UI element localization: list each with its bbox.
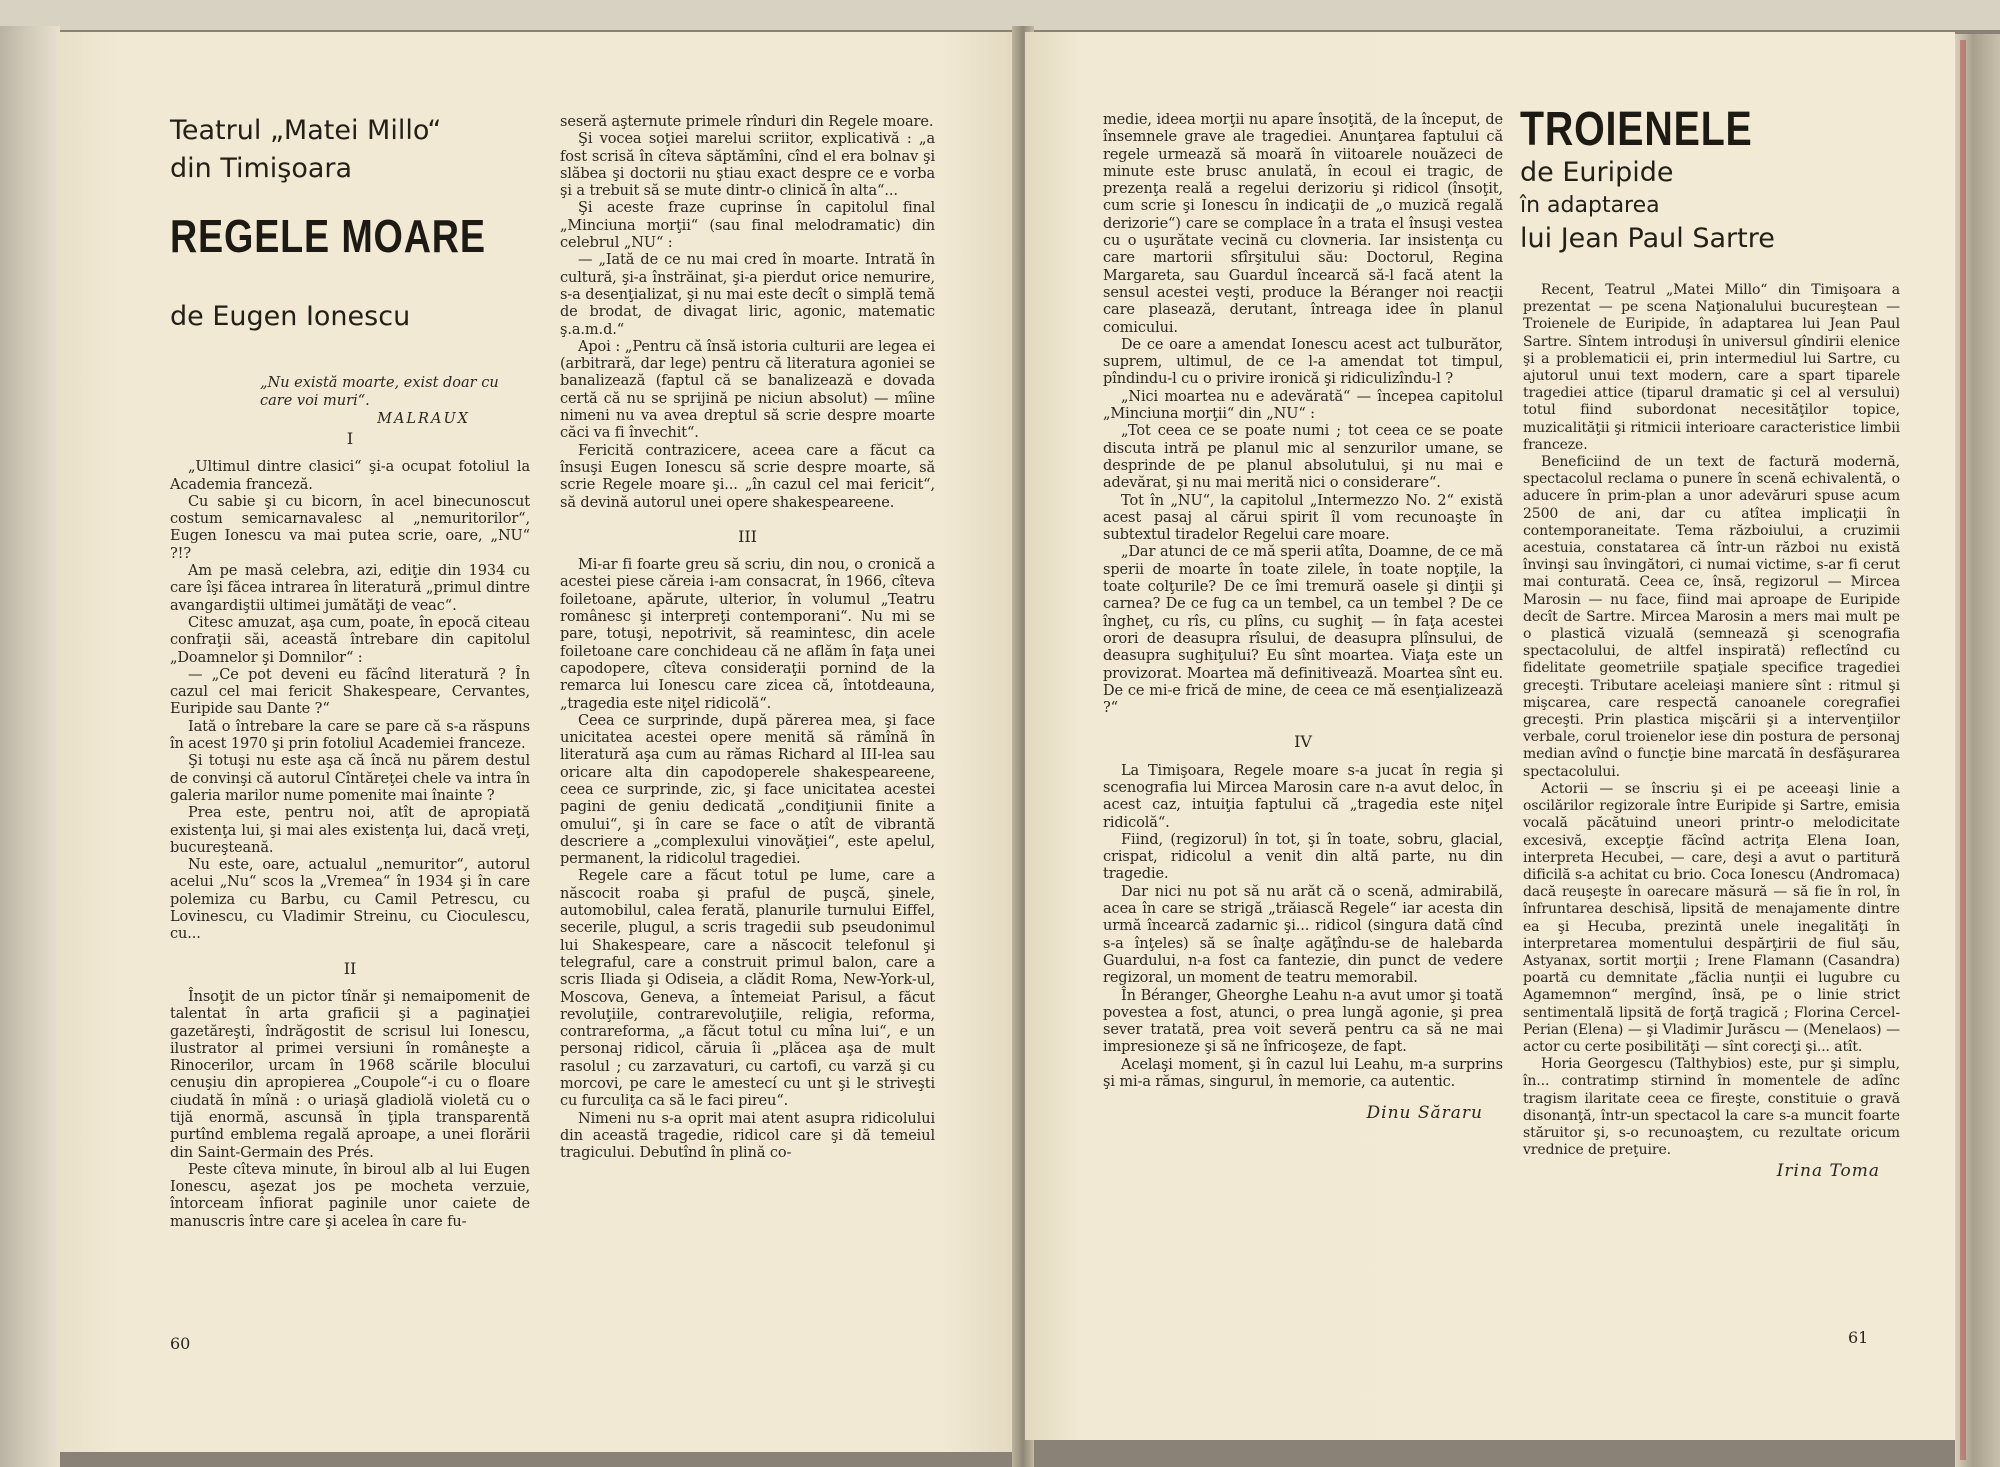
- paragraph: Recent, Teatrul „Matei Millo“ din Timişoara a prezentat — pe scena Naţionalului bucureştean — Troienele de Euripide, în adaptarea lui Jean Paul Sartre. Sîntem introduşi în universul gîndirii elenice şi a problematicii ei, prin intermediul lui Sartre, cu ajutorul unui text modern, care a spart tiparele tragediei attice (tiparul dramatic şi cel al versului) totul fiind subordonat necesităţilor topice, muzicalităţii şi ritmicii interioare caracteristice limbii franceze.: [1523, 282, 1900, 453]
- paragraph: Beneficiind de un text de factură modernă, spectacolul reclama o punere în scenă echivalentă, o aducere în prim-plan a unor adevăruri spuse acum 2500 de ani, dar cu atîtea implicaţii în contemporaneitate. Tema războiului, a cruzimii acestuia, constatarea că într-un război nu există învinşi sau învingători, ci numai victime, s-ar fi cerut mai conturată. Ceea ce, însă, regizorul — Mircea Marosin — nu face, fiind mai aproape de Euripide decît de Sartre. Mircea Marosin a mers mai mult pe o plastică vizuală (semnează şi scenografia spectacolului, de altfel inspirată) reflectînd cu fidelitate geometriile spaţiale specifice tragediei greceşti. Tributare aceleiaşi maniere sînt : ritmul şi mişcarea, care respectă canoanele coregrafiei greceşti. Prin plastica mişcării şi a intervenţiilor verbale, corul troienelor iese din postura de personaj median avînd o funcţie bine marcată în desfăşurarea spectacolului.: [1523, 454, 1900, 780]
- right-column-2: [1523, 282, 1900, 1181]
- right-header: [1495, 104, 1895, 256]
- book-bookmark-edge: [1960, 40, 1966, 1460]
- paragraph: Apoi : „Pentru că însă istoria culturii are legea ei (arbitrară, dar lege) pentru că literatura agoniei se banalizează (faptul că se banalizează e dovada certă că nu se sprijină pe niciun absolut) — mîine nimeni nu va avea dreptul să scrie despre moarte căci va fi învechit“.: [560, 338, 935, 442]
- paragraph: Actorii — se înscriu şi ei pe aceeaşi linie a oscilărilor regizorale între Euripide şi Sartre, emisia vocală păcătuind uneori printr-o melodicitate excesivă, excepţie făcînd actriţa Elena Ioan, interpreta Hecubei, — care, deşi a avut o partitură dificilă s-a achitat cu brio. Coca Ionescu (Andromaca) dacă reuşeşte în oarecare măsură — să fie în rol, în înfruntarea deschisă, lipsită de menajamente dintre ea şi Hecuba, prezintă unele inegalităţi în interpretarea momentului despărţirii de fiul său, Astyanax, sortit morţii ; Irene Flamann (Casandra) poartă cu demnitate „făclia nunţii ei lugubre cu Agamemnon“ mergînd, însă, pe o linie strict sentimentală lipsită de forţă tragică ; Florina Cercel-Perian (Elena) — şi Vladimir Jurăscu — (Menelaos) — actor cu certe posibilităţi — sînt corecţi şi... atît.: [1523, 780, 1900, 1055]
- paragraph: — „Iată de ce nu mai cred în moarte. Intrată în cultură, şi-a înstrăinat, şi-a pierdut orice nemurire, s-a desenţializat, şi nu mai este decît o simplă temă de brodat, de divagat liric, agonic, matematic ş.a.m.d.“: [560, 252, 935, 338]
- paragraph: seseră aşternute primele rînduri din Regele moare.: [560, 114, 934, 130]
- paragraph: Peste cîteva minute, în biroul alb al lui Eugen Ionescu, aşezat jos pe mocheta verzuie, întorceam înfiorat paginile unor caiete de manuscris între care şi acelea în care fu-: [170, 1161, 530, 1230]
- play-author-byline: de Eugen Ionescu: [170, 301, 411, 332]
- section-number: III: [738, 526, 757, 546]
- section-number: I: [346, 429, 354, 448]
- paragraph: „Nici moartea nu e adevărată“ — începea capitolul „Minciuna morţii“ din „NU“ :: [1103, 388, 1503, 423]
- play-author-byline: de Euripide: [1520, 157, 1674, 188]
- paragraph: Dar nici nu pot să nu arăt că o scenă, admirabilă, acea în care se strigă „trăiască Regele“ iar acesta din urmă încearcă zadarnic şi... ridicol (singura dată cînd s-a înţeles) să se înalţe agăţîndu-se de halebarda Guardului, n-a fost ca fantezie, din punct de vedere regizoral, un moment de teatru memorabil.: [1103, 883, 1503, 987]
- left-column-2: [560, 114, 935, 1163]
- book-cover-top-edge: [0, 0, 2000, 30]
- book-cover-left-edge: [0, 26, 60, 1467]
- section-number: II: [343, 958, 357, 978]
- paragraph: Tot în „NU“, la capitolul „Intermezzo No. 2“ există acest pasaj al cărui spirit îl vom recunoaşte în subtextul tiradelor Regelui care moare.: [1103, 492, 1503, 544]
- paragraph: În Béranger, Gheorghe Leahu n-a avut umor şi toată povestea a fost, atunci, o prea lungă agonie, şi prea sever tratată, prea voit severă pentru ca să ne mai impresioneze şi să ne înfricoşeze, de fapt.: [1103, 987, 1503, 1056]
- epigraph: [170, 374, 530, 428]
- paragraph: Nimeni nu s-a oprit mai atent asupra ridicolului din această tragedie, ridicol care şi dă temeiul tragicului. Debutînd în plină co-: [560, 1110, 935, 1162]
- paragraph: Şi totuşi nu este aşa că încă nu părem destul de convinşi că autorul Cîntăreţei chele va intra în galeria marilor nume pomenite mai înainte ?: [170, 753, 530, 804]
- right-column-1: [1103, 112, 1503, 1123]
- paragraph: Prea este, pentru noi, atît de apropiată existenţa lui, şi mai ales existenţa lui, dacă vreţi, bucureşteană.: [170, 805, 530, 856]
- paragraph: „Tot ceea ce se poate numi ; tot ceea ce se poate discuta intră pe planul mic al senzurilor umane, se desprinde de pe planul absolutului, şi nu mai e adevărat, şi nu mai merită nici o considerare“.: [1103, 423, 1503, 492]
- author-signature: Dinu Săraru: [1366, 1103, 1483, 1124]
- paragraph: Fericită contrazicere, aceea care a făcut ca însuşi Eugen Ionescu să scrie despre moarte, să scrie Regele moare şi... „în cazul cel mai fericit“, să devină autorul unei opere shakespeareene.: [560, 442, 935, 511]
- epigraph-author: MALRAUX: [377, 411, 470, 427]
- right-page: [1025, 32, 1955, 1440]
- paragraph: Mi-ar fi foarte greu să scriu, din nou, o cronică a acestei piese căreia i-am consacrat, în 1966, cîteva foiletoane, apărute, ulterior, în volumul „Teatru românesc şi interpreţi contemporani“. Nu mi se pare, totuşi, nepotrivit, să reamintesc, din acele foiletoane care conchideau că ne aflăm în faţa unei capodopere, cîteva consideraţii pornind de la remarca lui Ionescu care zicea că, întotdeauna, „tragedia este niţel ridicolă“.: [560, 557, 935, 712]
- page-number: 60: [170, 1334, 191, 1353]
- paragraph: Citesc amuzat, aşa cum, poate, în epocă citeau confraţii săi, această întrebare din capitolul „Doamnelor şi Domnilor“ :: [170, 614, 530, 666]
- paragraph: Şi aceste fraze cuprinse în capitolul final „Minciuna morţii“ (sau final melodramatic) din celebrul „NU“ :: [560, 200, 935, 252]
- paragraph: — „Ce pot deveni eu făcînd literatură ? În cazul cel mai fericit Shakespeare, Cervantes, Euripide sau Dante ?“: [170, 666, 530, 718]
- paragraph: Regele care a făcut totul pe lume, care a născocit roaba şi praful de puşcă, şinele, automobilul, calea ferată, planurile turnului Eiffel, secerile, plugul, a scris tragedii sub pseudonimul lui Shakespeare, care a născocit telefonul şi telegraful, care a construit primul balon, care a scris Iliada şi Odiseia, a clădit Roma, New-York-ul, Moscova, Geneva, a întemeiat Parisul, a făcut revoluţiile, contrarevoluţiile, religia, reforma, contrareforma, „a făcut totul cu mîna lui“, e un personaj ridicol, căruia îi „plăcea aşa de mult rasolul ; cu zarzavaturi, cu cartofi, cu varză şi cu morcovi, pe care le amestecí cu unt şi le striveşti cu furculiţa ca să le faci pireu“.: [560, 868, 935, 1110]
- section-number: IV: [1294, 732, 1312, 752]
- paragraph: De ce oare a amendat Ionescu acest act tulburător, suprem, ultimul, de ce l-a amendat tot timpul, pîndindu-l cu o privire ironică şi ridiculizîndu-l ?: [1103, 336, 1503, 388]
- epigraph-text: „Nu există moarte, exist doar cu care voi muri“.: [260, 375, 499, 409]
- paragraph: Iată o întrebare la care se pare că s-a răspuns în acest 1970 şi prin fotoliul Academiei franceze.: [170, 718, 530, 753]
- theatre-city: din Timişoara: [170, 153, 353, 184]
- author-signature: Irina Toma: [1776, 1161, 1880, 1182]
- theatre-name: Teatrul „Matei Millo“: [170, 115, 442, 146]
- paragraph: Am pe masă celebra, azi, ediţie din 1934 cu care îşi făcea intrarea în literatură „primul dintre avangardiştii ultimei jumătăţi de veac“.: [170, 563, 530, 614]
- left-column-1: [170, 430, 530, 1231]
- paragraph: La Timişoara, Regele moare s-a jucat în regia şi scenografia lui Mircea Marosin care n-a avut deloc, în acest caz, intuiţia faptului că „tragedia este niţel ridicolă“.: [1103, 762, 1503, 831]
- paragraph: Şi vocea soţiei marelui scriitor, explicativă : „a fost scrisă în cîteva săptămîni, cînd el era bolnav şi slăbea şi doctorii nu ştiau exact despre ce e vorba şi a trebuit să se mute dintr-o clinică în alta“...: [560, 131, 935, 200]
- left-page: [60, 32, 1020, 1452]
- paragraph: Însoţit de un pictor tînăr şi nemaipomenit de talentat în arta graficii şi a paginaţiei gazetăreşti, îndrăgostit de scrisul lui Ionescu, ilustrator al primei versiuni în româneşte a Rinocerilor, urcam în 1968 scările blocului cenuşiu din apropierea „Coupole“-i cu o floare ciudată în mînă : o uriaşă gladiolă violetă cu o tijă enormă, ascunsă în ţipla transparentă purtînd emblema regală aproape, a unei florării din Saint-Germain des Prés.: [170, 988, 530, 1161]
- adaptation-line: în adaptarea: [1520, 193, 1660, 218]
- paragraph: „Ultimul dintre clasici“ şi-a ocupat fotoliul la Academia franceză.: [170, 459, 530, 493]
- left-header: [170, 112, 530, 428]
- page-number: 61: [1848, 1328, 1869, 1347]
- paragraph: Cu sabie şi cu bicorn, în acel binecunoscut costum semicarnavalesc al „nemuritorilor“, Eugen Ionescu va mai putea scrie, oare, „NU“ ?!?: [170, 493, 530, 562]
- paragraph: Ceea ce surprinde, după părerea mea, şi face unicitatea acestei opere menită să rămînă în literatură aşa cum au rămas Richard al III-lea sau oricare alta din capodoperele shakespeareene, ceea ce surprinde, zic, şi face unicitatea acestei pagini de geniu dedicată „condiţiunii finite a omului“, şi în care se face o atît de vibrantă descriere a „complexului vinovăţiei“, este apelul, permanent, la ridicolul tragediei.: [560, 712, 935, 868]
- play-title-troienele: TROIENELE: [1520, 103, 1753, 156]
- paragraph: Fiind, (regizorul) în tot, şi în toate, sobru, glacial, crispat, ridicolul a venit din altă parte, nu din tragedie.: [1103, 831, 1503, 883]
- play-title: REGELE MOARE: [170, 210, 486, 262]
- adapter-name: lui Jean Paul Sartre: [1520, 223, 1775, 254]
- paragraph: Acelaşi moment, şi în cazul lui Leahu, m-a surprins şi mi-a rămas, singurul, în memorie, ca autentic.: [1103, 1056, 1503, 1091]
- paragraph: „Dar atunci de ce mă sperii atîta, Doamne, de ce mă sperii de moarte în toate zilele, în toate nopţile, la toate colţurile? De ce îmi tremură oasele şi dinţii şi carnea? De ce fug ca un tembel, ca un tembel ? De ce îngheţ, cu rîs, cu plîns, cu sughiţ — în faţa acestei orori de deasupra rîsului, de deasupra plînsului, de deasupra sughiţului? Eu sînt moartea. Viaţa este un provizorat. Moartea mă definitivează. Moartea sînt eu. De ce mi-e frică de mine, de ceea ce mă esenţializează ?“: [1103, 544, 1503, 717]
- paragraph: Horia Georgescu (Talthybios) este, pur şi simplu, în... contratimp stirnind în momentele de adînc tragism ilaritate ceea ce fireşte, constituie o gravă disonanţă, într-un spectacol la care s-a muncit foarte stăruitor şi, s-o recunoaştem, cu rezultate oricum vrednice de preţuire.: [1523, 1056, 1900, 1159]
- paragraph: medie, ideea morţii nu apare însoţită, de la început, de însemnele grave ale tragediei. Anunţarea faptului că regele urmează să moară în viitoarele nouăzeci de minute este brusc anulată, în ecoul ei tragic, de prezenţa reală a regelui derizoriu şi ridicol (însoţit, cum scrie şi Ionescu în indicaţii de „o muzică regală derizorie“) care se complace în a trata el însuşi vestea cu o uşurătate vecină cu clovneria. Iar insistenţa cu care martorii sfîrşitului său: Doctorul, Regina Margareta, sau Guardul încearcă să-l facă atent la sensul acestei veşti, produce la Béranger noi reacţii care plasează, derutant, întreaga idee în planul comicului.: [1103, 112, 1503, 336]
- paragraph: Nu este, oare, actualul „nemuritor“, autorul acelui „Nu“ scos la „Vremea“ în 1934 şi în care polemiza cu Barbu, cu Camil Petrescu, cu Lovinescu, cu Vladimir Streinu, cu Cioculescu, cu...: [170, 857, 530, 943]
